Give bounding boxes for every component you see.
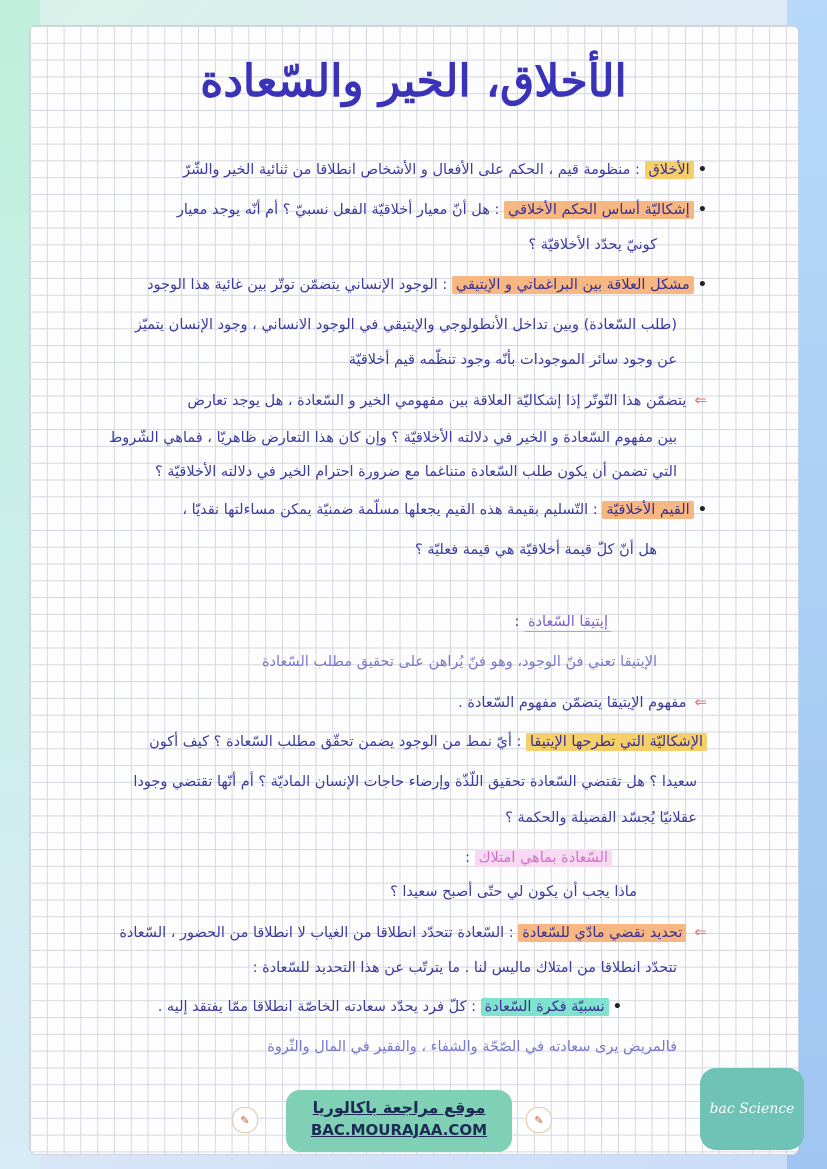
note-text: يتضمّن هذا التّوتّر إذا إشكاليّة العلاقة بين مفهومي الخير و السّعادة ، هل يوجد تعارض bbox=[187, 393, 687, 409]
grid-paper-sheet bbox=[30, 26, 798, 1154]
note-line bbox=[267, 1037, 677, 1057]
note-line bbox=[529, 235, 658, 255]
site-name-arabic[interactable]: موقع مراجعة باكالوريا bbox=[312, 1098, 486, 1117]
note-text: بين مفهوم السّعادة و الخير في دلالته الأخلاقيّة ؟ وإن كان هذا التعارض ظاهريّا ، فماهي الشّروط bbox=[108, 430, 677, 446]
note-line bbox=[135, 315, 677, 335]
note-text: : التّسليم بقيمة هذه القيم يجعلها مسلّمة ضمنيّة يمكن مساءلتها نقديّا ، bbox=[182, 502, 598, 518]
note-text: الإيتيقا تعني فنّ الوجود، وهو فنّ يُراهن على تحقيق مطلب السّعادة bbox=[261, 654, 657, 670]
note-line bbox=[119, 922, 707, 943]
arrow-icon: ⇐ bbox=[694, 923, 707, 941]
note-line bbox=[465, 848, 612, 868]
note-text: عن وجود سائر الموجودات بأنّه وجود تنظّمه قيم أخلاقيّة bbox=[348, 352, 677, 368]
arrow-icon: ⇐ bbox=[694, 693, 707, 711]
highlighted-term: تحديد نقضي مادّي للسّعادة bbox=[518, 924, 686, 942]
bullet-icon: • bbox=[697, 162, 707, 178]
bullet-icon: • bbox=[697, 202, 707, 218]
note-line bbox=[158, 997, 622, 1017]
highlighted-term: القيم الأخلاقيّة bbox=[602, 501, 693, 519]
bullet-icon: • bbox=[612, 999, 622, 1015]
note-text: تتحدّد انطلاقا من امتلاك ماليس لنا . ما يترتّب عن هذا التحديد للسّعادة : bbox=[252, 960, 677, 976]
highlighted-term: إيتيقا السّعادة bbox=[524, 613, 612, 632]
bullet-icon: • bbox=[697, 277, 707, 293]
note-line bbox=[149, 732, 707, 752]
note-text: : bbox=[514, 614, 520, 630]
note-text: : الوجود الإنساني يتضمّن توتّر بين غائية هذا الوجود bbox=[147, 277, 448, 293]
note-text: عقلانيّا يُجسّد الفضيلة والحكمة ؟ bbox=[505, 810, 697, 826]
note-line bbox=[133, 772, 697, 792]
note-line bbox=[182, 500, 707, 520]
highlighted-term: إشكاليّة أساس الحكم الأخلاقي bbox=[504, 201, 694, 219]
note-line bbox=[349, 350, 677, 370]
note-text: كونيّ يحدّد الأخلاقيّة ؟ bbox=[528, 237, 657, 253]
note-text: سعيدا ؟ هل تقتضي السّعادة تحقيق اللّذّة وإرضاء حاجات الإنسان الماديّة ؟ أم أنّها تقتضي وجودا bbox=[133, 774, 697, 790]
note-line bbox=[183, 160, 707, 180]
note-text: (طلب السّعادة) وبين تداخل الأنطولوجي والإيتيقي في الوجود الانساني ، وجود الإنسان يتميّز bbox=[134, 317, 677, 333]
site-logo-icon-right: ✎ bbox=[526, 1107, 552, 1133]
bac-science-logo-text: bac Science bbox=[709, 1101, 795, 1117]
note-text: هل أنّ كلّ قيمة أخلاقيّة هي قيمة فعليّة ؟ bbox=[414, 542, 657, 558]
highlighted-term: السّعادة بماهي امتلاك bbox=[475, 849, 612, 867]
note-line bbox=[253, 958, 677, 978]
note-text: : منظومة قيم ، الحكم على الأفعال و الأشخاص انطلاقا من ثنائية الخير والشّرّ bbox=[183, 162, 640, 178]
highlighted-term: مشكل العلاقة بين البراغماتي و الإيتيقي bbox=[452, 276, 694, 294]
note-line bbox=[155, 462, 677, 482]
arrow-icon: ⇐ bbox=[694, 391, 707, 409]
highlighted-term: نسبيّة فكرة السّعادة bbox=[481, 998, 609, 1016]
note-line bbox=[514, 612, 612, 632]
note-text: : bbox=[465, 850, 470, 866]
note-line bbox=[109, 428, 677, 448]
note-line bbox=[458, 692, 707, 713]
site-banner[interactable] bbox=[286, 1090, 512, 1152]
note-text: مفهوم الإيتيقا يتضمّن مفهوم السّعادة . bbox=[458, 695, 687, 711]
note-text: التي تضمن أن يكون طلب السّعادة متناغما مع ضرورة احترام الخير في دلالته الأخلاقيّة ؟ bbox=[154, 464, 677, 480]
note-text: : السّعادة تتحدّد انطلاقا من الغياب لا انطلاقا من الحضور ، السّعادة bbox=[119, 925, 514, 941]
note-text: ماذا يجب أن يكون لي حتّى أصبح سعيدا ؟ bbox=[390, 884, 637, 900]
note-text: : كلّ فرد يحدّد سعادته الخاصّة انطلاقا ممّا يفتقد إليه . bbox=[157, 999, 476, 1015]
bac-science-logo bbox=[700, 1068, 804, 1150]
note-line bbox=[147, 275, 707, 295]
note-text: : أيّ نمط من الوجود يضمن تحقّق مطلب السّعادة ؟ كيف أكون bbox=[149, 734, 522, 750]
bullet-icon: • bbox=[697, 502, 707, 518]
site-logo-icon-left: ✎ bbox=[232, 1107, 258, 1133]
highlighted-term: الأخلاق bbox=[645, 161, 694, 179]
page-title: الأخلاق، الخير والسّعادة bbox=[200, 56, 627, 107]
highlighted-term: الإشكاليّة التي تطرحها الإيتيقا bbox=[526, 733, 707, 751]
note-line bbox=[177, 200, 707, 220]
site-url-link[interactable]: BAC.MOURAJAA.COM bbox=[310, 1121, 488, 1139]
note-text: فالمريض يرى سعادته في الصّحّة والشفاء ، والفقير في المال والثّروة bbox=[267, 1039, 677, 1055]
note-line bbox=[505, 808, 697, 828]
note-line bbox=[390, 882, 637, 902]
note-line bbox=[262, 652, 657, 672]
note-line bbox=[187, 390, 707, 411]
note-line bbox=[415, 540, 657, 560]
note-text: : هل أنّ معيار أخلاقيّة الفعل نسبيّ ؟ أم أنّه يوجد معيار bbox=[176, 202, 500, 218]
